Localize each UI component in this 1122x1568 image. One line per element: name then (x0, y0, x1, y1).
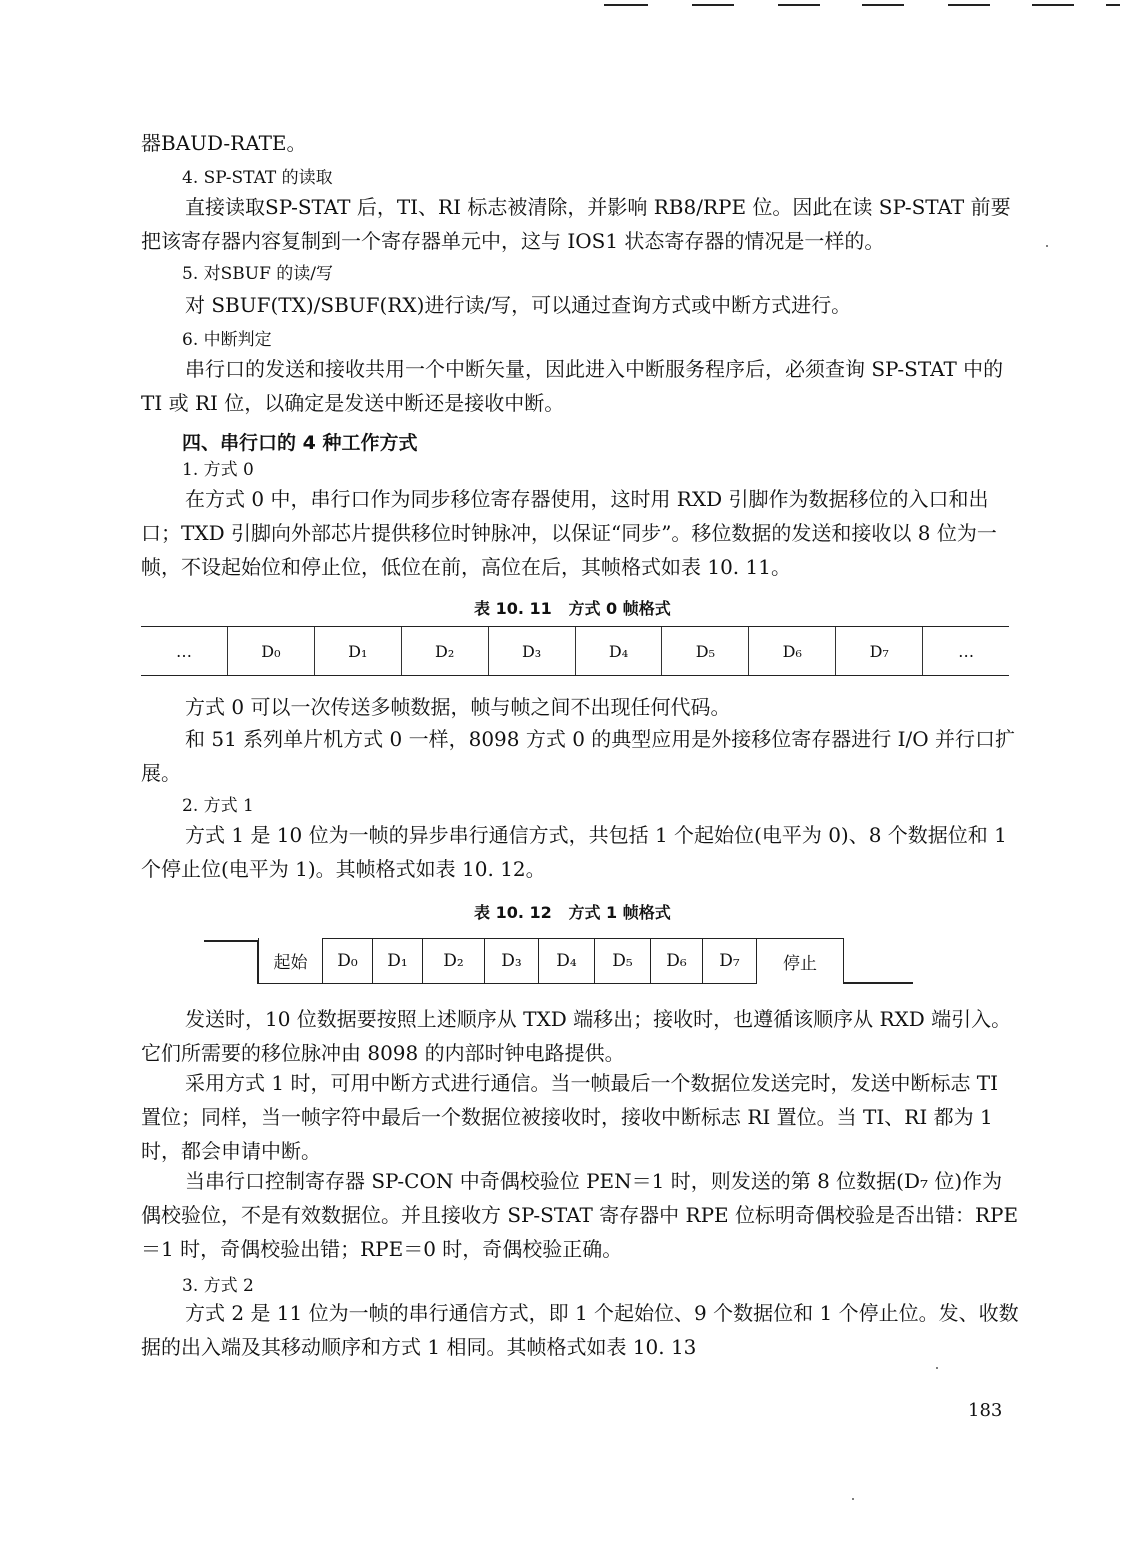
table-cell: D₁ (314, 627, 401, 675)
frame-cell: 停止 (756, 938, 844, 984)
idle-line-left (204, 940, 258, 942)
paragraph: 串行口的发送和接收共用一个中断矢量，因此进入中断服务程序后，必须查询 SP-STAT 中的 TI 或 RI 位，以确定是发送中断还是接收中断。 (141, 357, 1004, 415)
paragraph: 发送时，10 位数据要按照上述顺序从 TXD 端移出；接收时，也遵循该顺序从 RXD 端引入。它们所需要的移位脉冲由 8098 的内部时钟电路提供。 (141, 1007, 1012, 1065)
subheading: 1. 方式 0 (182, 460, 254, 480)
subheading: 6. 中断判定 (182, 330, 272, 350)
frame-cell: D₄ (538, 938, 594, 984)
frame-cell: D₆ (650, 938, 702, 984)
top-rule (778, 4, 820, 6)
paragraph: 直接读取SP-STAT 后，TI、RI 标志被清除，并影响 RB8/RPE 位。因此在读 SP-STAT 前要把该寄存器内容复制到一个寄存器单元中，这与 IOS1 状态寄存器的情况是一样的。 (141, 195, 1011, 253)
paragraph: 和 51 系列单片机方式 0 一样，8098 方式 0 的典型应用是外接移位寄存器进行 I/O 并行口扩展。 (141, 727, 1016, 785)
table-cell: D₄ (575, 627, 662, 675)
frame-cell: D₃ (484, 938, 538, 984)
paragraph: 在方式 0 中，串行口作为同步移位寄存器使用，这时用 RXD 引脚作为数据移位的入口和出口；TXD 引脚向外部芯片提供移位时钟脉冲，以保证“同步”。移位数据的发送和接收以 8 位为一帧，不设起始位和停止位，低位在前，高位在后，其帧格式如表 10. 11。 (141, 487, 997, 579)
subheading: 3. 方式 2 (182, 1276, 254, 1296)
paragraph: 方式 2 是 11 位为一帧的串行通信方式，即 1 个起始位、9 个数据位和 1 个停止位。发、收数据的出入端及其移动顺序和方式 1 相同。其帧格式如表 10. 13 (141, 1301, 1019, 1359)
text-line: 器BAUD-RATE。 (141, 131, 307, 155)
table-cell: … (922, 627, 1009, 675)
table-cell: D₃ (488, 627, 575, 675)
paragraph: 方式 0 可以一次传送多帧数据，帧与帧之间不出现任何代码。 (185, 695, 731, 719)
table-cell: D₅ (661, 627, 748, 675)
top-rule (1032, 4, 1074, 6)
scan-speck (852, 1498, 854, 1500)
top-rule (862, 4, 904, 6)
top-rule (604, 4, 648, 6)
table-caption: 表 10. 11 方式 0 帧格式 (474, 599, 671, 618)
frame-cell: D₁ (372, 938, 422, 984)
table-cell: D₂ (401, 627, 488, 675)
frame-cell: D₇ (702, 938, 756, 984)
scan-speck (936, 1367, 938, 1369)
frame-cell: D₀ (322, 938, 372, 984)
table-cell: D₇ (835, 627, 922, 675)
table-cell: D₀ (227, 627, 314, 675)
section-heading: 四、串行口的 4 种工作方式 (182, 432, 418, 454)
top-rule (948, 4, 990, 6)
top-rule (1106, 4, 1120, 6)
frame-cell: 起始 (258, 938, 322, 984)
subheading: 4. SP-STAT 的读取 (182, 168, 333, 188)
paragraph: 对 SBUF(TX)/SBUF(RX)进行读/写，可以通过查询方式或中断方式进行。 (185, 293, 852, 317)
top-rule (692, 4, 734, 6)
frame-cell: D₅ (594, 938, 650, 984)
page-number: 183 (968, 1400, 1003, 1421)
table-cell: D₆ (748, 627, 835, 675)
frame-table-mode0 (141, 626, 1009, 676)
subheading: 5. 对SBUF 的读/写 (182, 264, 334, 284)
paragraph: 方式 1 是 10 位为一帧的异步串行通信方式，共包括 1 个起始位(电平为 0)、8 个数据位和 1 个停止位(电平为 1)。其帧格式如表 10. 12。 (141, 823, 1007, 881)
frame-cell: D₂ (422, 938, 484, 984)
scan-speck (1046, 245, 1048, 247)
table-caption: 表 10. 12 方式 1 帧格式 (474, 903, 671, 922)
subheading: 2. 方式 1 (182, 796, 254, 816)
idle-line-right (843, 982, 913, 984)
paragraph: 当串行口控制寄存器 SP-CON 中奇偶校验位 PEN＝1 时，则发送的第 8 位数据(D₇ 位)作为偶校验位，不是有效数据位。并且接收方 SP-STAT 寄存器中 RPE 位标明奇偶校验是否出错：RPE＝1 时，奇偶校验出错；RPE＝0 时，奇偶校验正确。 (141, 1169, 1019, 1261)
table-cell: … (175, 641, 192, 661)
paragraph: 采用方式 1 时，可用中断方式进行通信。当一帧最后一个数据位发送完时，发送中断标志 TI 置位；同样，当一帧字符中最后一个数据位被接收时，接收中断标志 RI 置位。当 TI、RI 都为 1 时，都会申请中断。 (141, 1071, 999, 1163)
